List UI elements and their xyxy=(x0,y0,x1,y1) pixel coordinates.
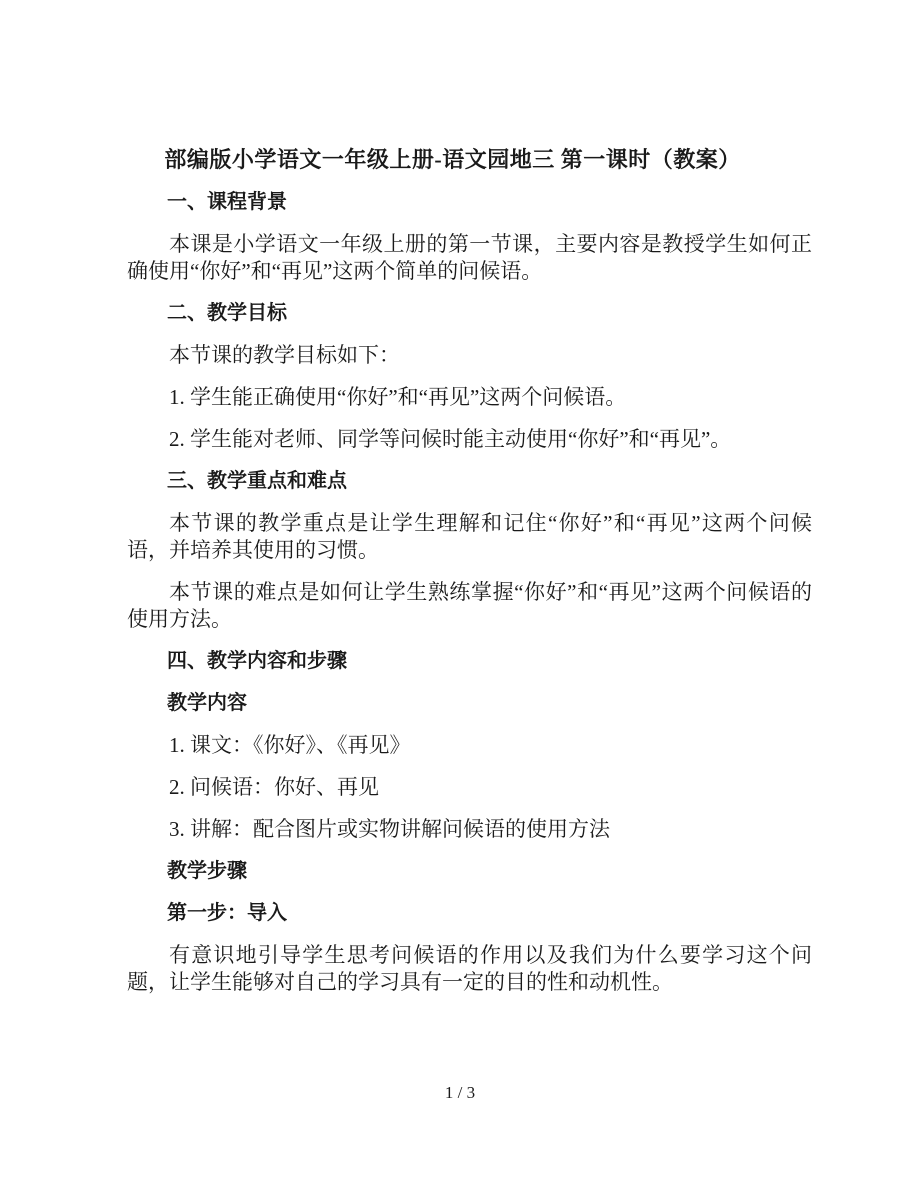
list-item: 2. 问候语：你好、再见 xyxy=(169,775,379,799)
page-footer xyxy=(0,1083,920,1103)
section-heading: 二、教学目标 xyxy=(167,302,287,324)
document-body xyxy=(127,189,812,996)
list-item: 2. 学生能对老师、同学等问候时能主动使用“你好”和“再见”。 xyxy=(169,427,732,451)
paragraph: 本节课的教学目标如下： xyxy=(169,343,400,367)
page-number: 1 / 3 xyxy=(444,1083,476,1102)
section-heading: 一、课程背景 xyxy=(167,191,287,213)
section-heading: 四、教学内容和步骤 xyxy=(167,650,347,672)
section-heading: 三、教学重点和难点 xyxy=(167,470,347,492)
list-item: 1. 学生能正确使用“你好”和“再见”这两个问候语。 xyxy=(169,385,627,409)
list-item: 3. 讲解：配合图片或实物讲解问候语的使用方法 xyxy=(169,817,610,841)
sub-heading: 教学内容 xyxy=(167,692,247,714)
paragraph: 本课是小学语文一年级上册的第一节课，主要内容是教授学生如何正确使用“你好”和“再见”这两个简单的问候语。 xyxy=(127,232,812,283)
document-title: 部编版小学语文一年级上册-语文园地三 第一课时（教案） xyxy=(164,147,741,172)
paragraph: 本节课的教学重点是让学生理解和记住“你好”和“再见”这两个问候语，并培养其使用的习惯。 xyxy=(127,511,812,562)
list-item: 1. 课文：《你好》、《再见》 xyxy=(169,733,411,757)
paragraph: 有意识地引导学生思考问候语的作用以及我们为什么要学习这个问题，让学生能够对自己的学习具有一定的目的性和动机性。 xyxy=(127,943,812,994)
sub-heading: 第一步：导入 xyxy=(167,902,287,924)
sub-heading: 教学步骤 xyxy=(167,860,247,882)
paragraph: 本节课的难点是如何让学生熟练掌握“你好”和“再见”这两个问候语的使用方法。 xyxy=(127,580,812,631)
